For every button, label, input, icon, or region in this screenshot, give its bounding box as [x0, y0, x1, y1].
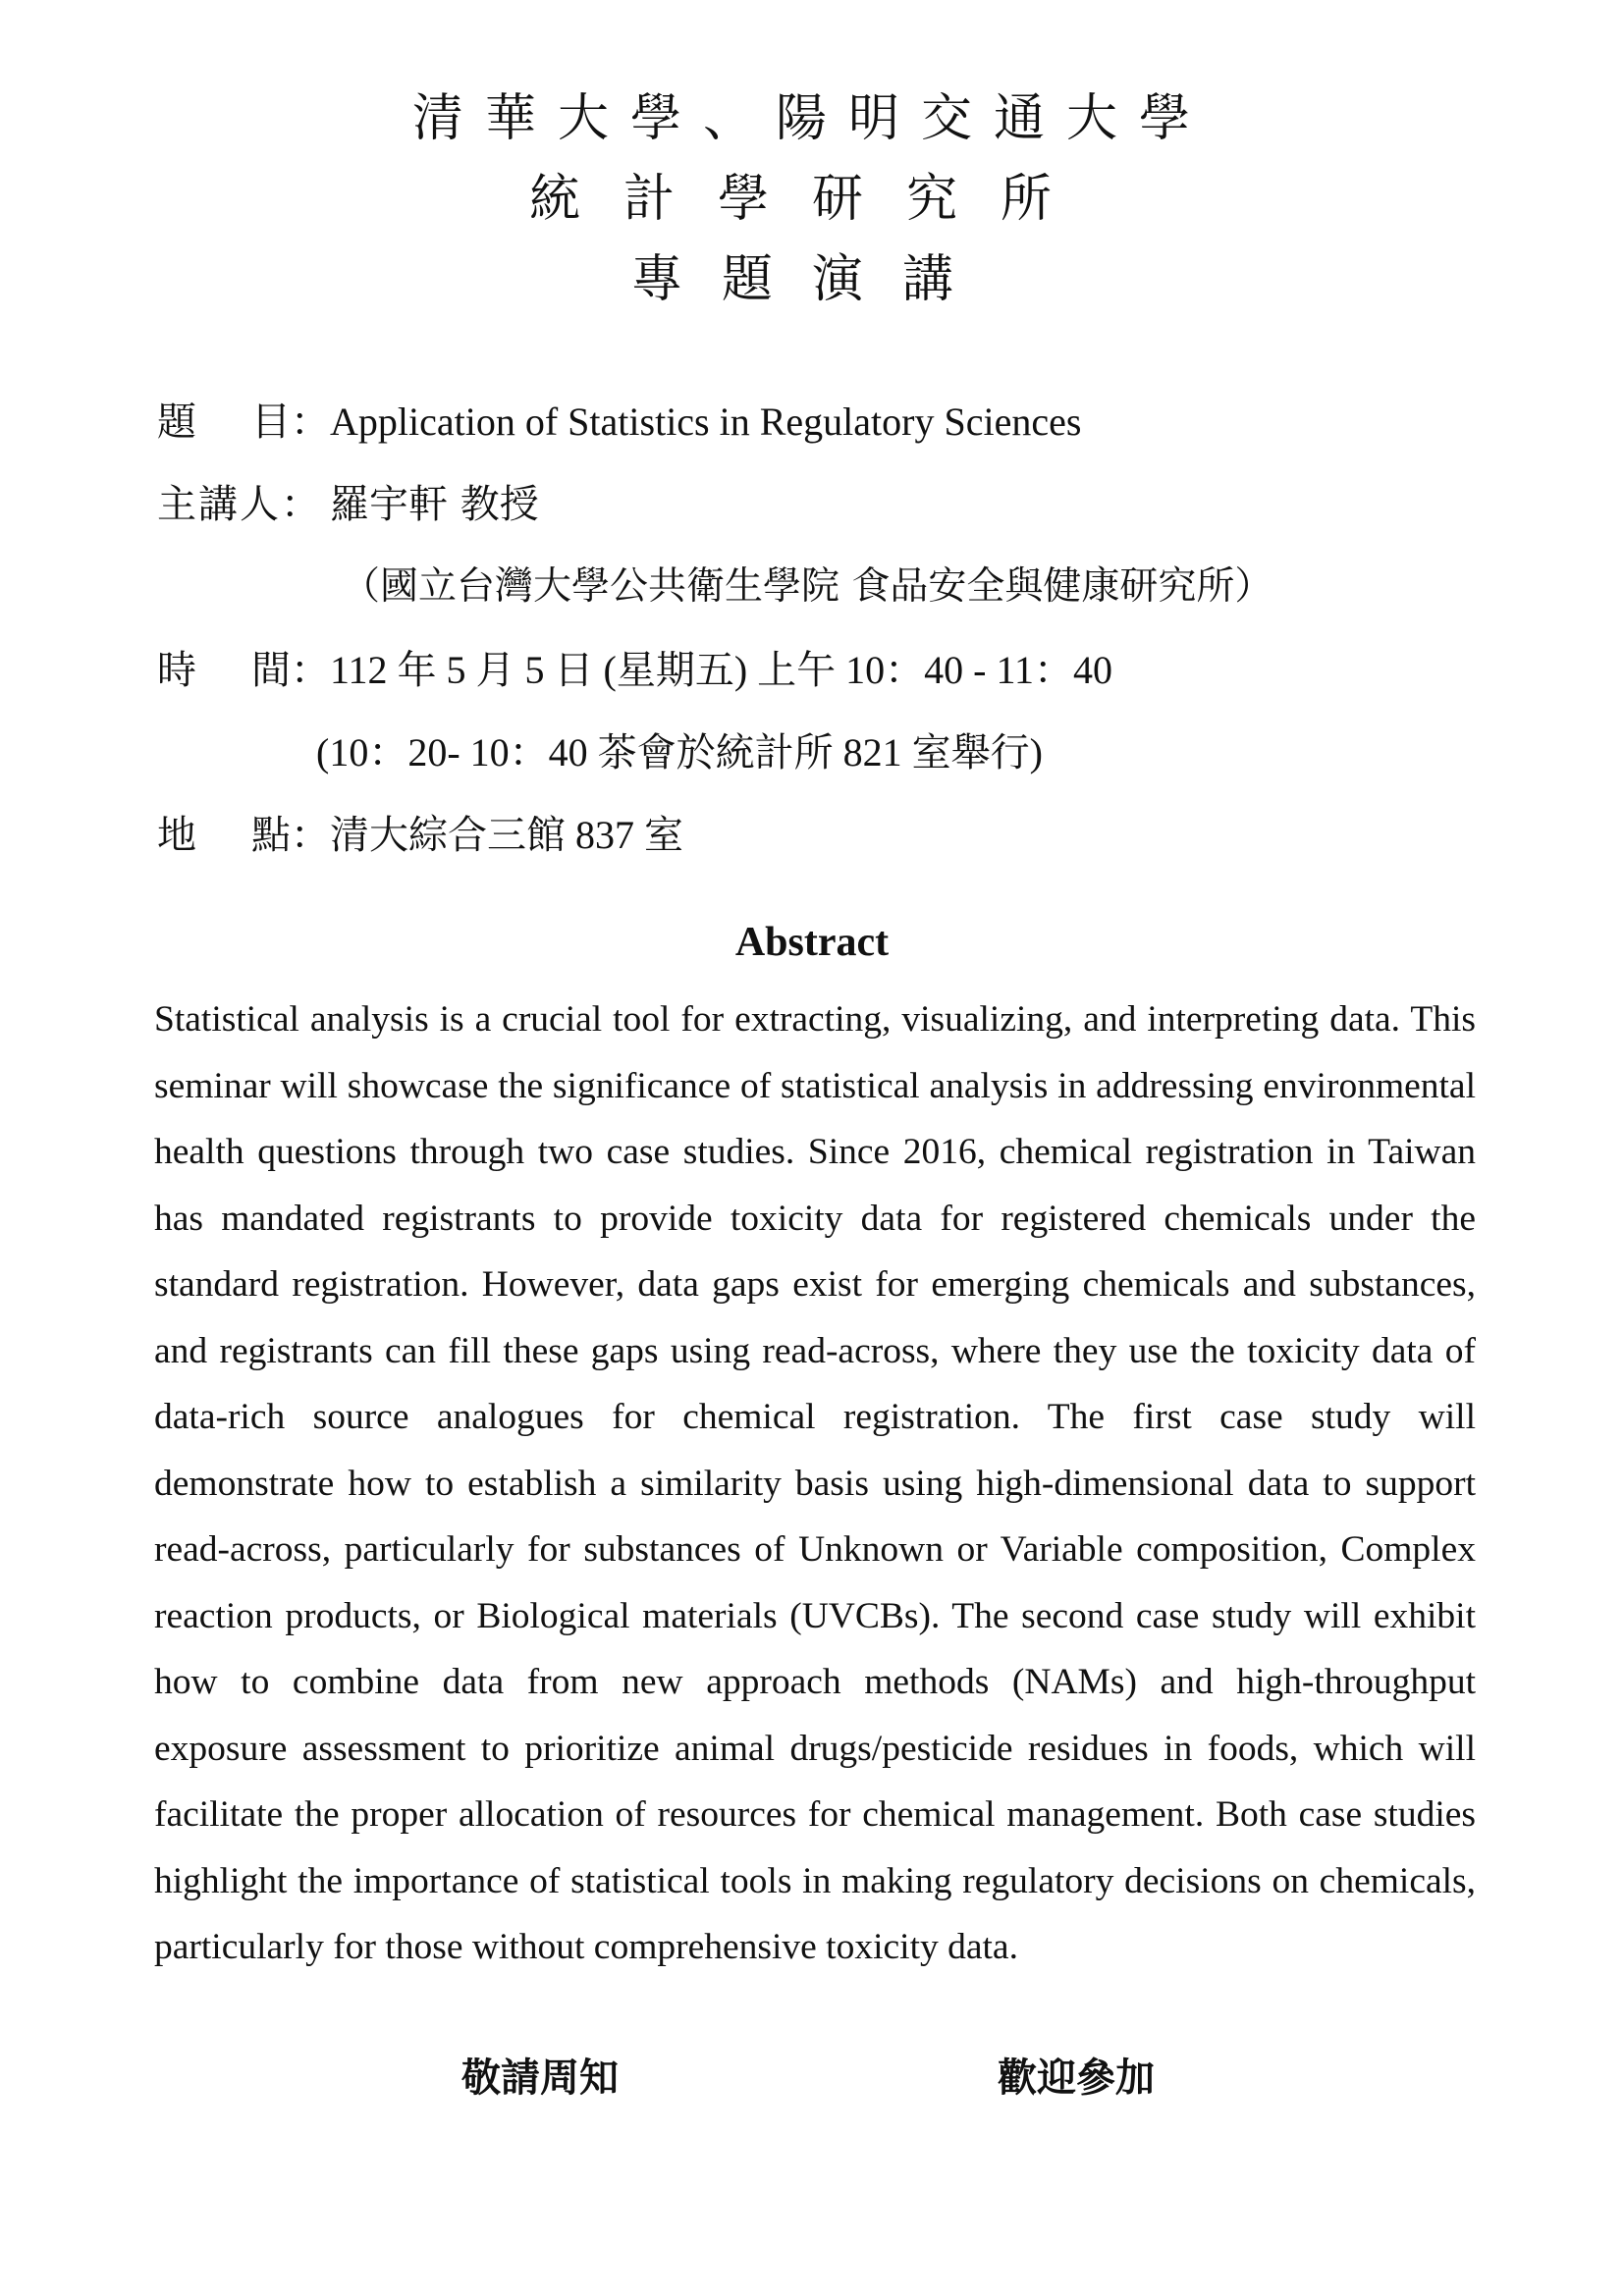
topic-label: 題 目：	[157, 400, 330, 445]
topic-value: Application of Statistics in Regulatory Sciences	[330, 400, 1082, 444]
university-header: 清華大學、陽明交通大學	[411, 89, 1212, 148]
abstract-body: Statistical analysis is a crucial tool for extracting, visualizing, and interpreting data. This seminar will showcase the significance of statistical analysis in addressing environmental health questions through two case studies. Since 2016, chemical registration in Taiwan has mandated registrants to provide toxicity data for registered chemicals under the standard registration. However, data gaps exist for emerging chemicals and substances, and registrants can fill these gaps using read-across, where they use the toxicity data of data-rich source analogues for chemical registration. The first case study will demonstrate how to establish a similarity basis using high-dimensional data to support read-across, particularly for substances of Unknown or Variable composition, Complex reaction products, or Biological materials (UVCBs). The second case study will exhibit how to combine data from new approach methods (NAMs) and high-throughput exposure assessment to prioritize animal drugs/pesticide residues in foods, which will facilitate the proper allocation of resources for chemical management. Both case studies highlight the importance of statistical tools in making regulatory decisions on chemicals, particularly for those without comprehensive toxicity data.	[154, 999, 1476, 1967]
place-label: 地 點：	[157, 813, 330, 858]
tea-time-note: (10：20- 10：40 茶會於統計所 821 室舉行)	[316, 730, 1043, 774]
abstract-title: Abstract	[734, 920, 890, 965]
closing-notice: 敬請周知	[461, 2055, 619, 2101]
seminar-header: 專題演講	[630, 250, 993, 309]
speaker-row	[157, 479, 539, 530]
closing-welcome: 歡迎參加	[998, 2055, 1155, 2101]
speaker-value: 羅宇軒 教授	[330, 482, 539, 527]
place-value: 清大綜合三館 837 室	[330, 813, 683, 857]
speaker-affiliation: （國立台灣大學公共衛生學院 食品安全與健康研究所）	[342, 564, 1273, 609]
place-row	[157, 810, 683, 861]
topic-row	[157, 397, 1081, 448]
time-value: 112 年 5 月 5 日 (星期五) 上午 10：40 - 11：40	[330, 648, 1112, 692]
time-label: 時 間：	[157, 648, 330, 693]
time-row	[157, 645, 1112, 696]
institute-header: 統計學研究所	[528, 170, 1095, 229]
speaker-label: 主講人：	[157, 482, 322, 527]
